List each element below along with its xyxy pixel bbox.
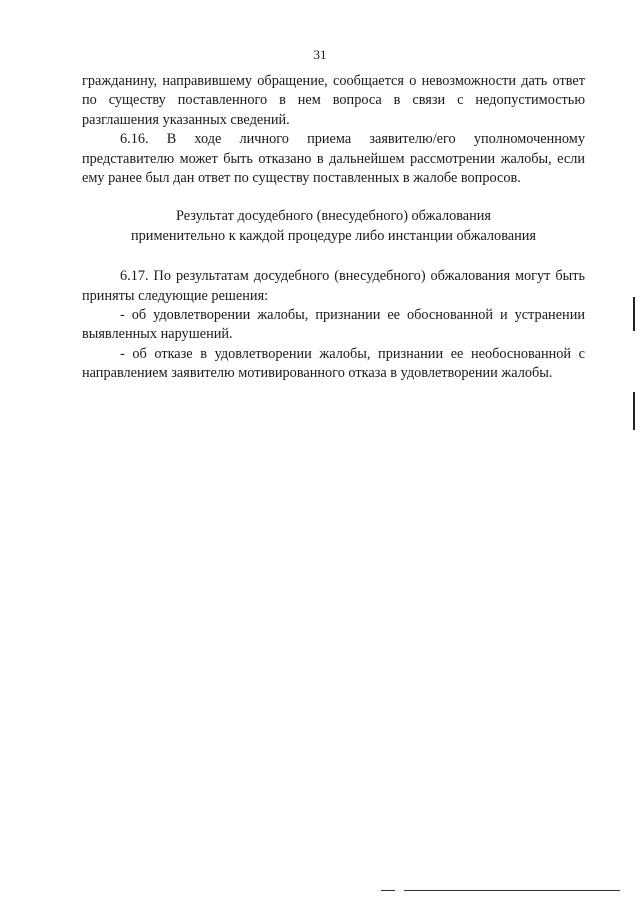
document-body [82, 72, 585, 384]
scan-edge-mark [633, 392, 635, 430]
section-heading-line-1: Результат досудебного (внесудебного) обжалования [175, 208, 492, 225]
paragraph-6-17: 6.17. По результатам досудебного (внесудебного) обжалования могут быть приняты следующие решения: [82, 268, 585, 304]
paragraph-6-16: 6.16. В ходе личного приема заявителю/его уполномоченному представителю может быть отказано в дальнейшем рассмотрении жалобы, если ему ранее был дан ответ по существу поставленных в жалобе вопросов. [82, 131, 585, 187]
scan-bottom-mark [381, 890, 395, 891]
scan-bottom-mark [404, 890, 620, 891]
section-heading [82, 207, 585, 246]
page-number: 31 [313, 47, 327, 62]
decision-item-refuse: - об отказе в удовлетворении жалобы, признании ее необоснованной с направлением заявителю мотивированного отказа в удовлетворении жалобы. [82, 345, 585, 382]
scan-edge-mark [633, 297, 635, 331]
section-heading-line-2: применительно к каждой процедуре либо инстанции обжалования [131, 227, 536, 244]
paragraph-continuation: гражданину, направившему обращение, сообщается о невозможности дать ответ по существу поставленного в нем вопроса в связи с недопустимостью разглашения указанных сведений. [82, 73, 585, 128]
decision-item-satisfy: - об удовлетворении жалобы, признании ее обоснованной и устранении выявленных нарушений. [82, 307, 585, 343]
